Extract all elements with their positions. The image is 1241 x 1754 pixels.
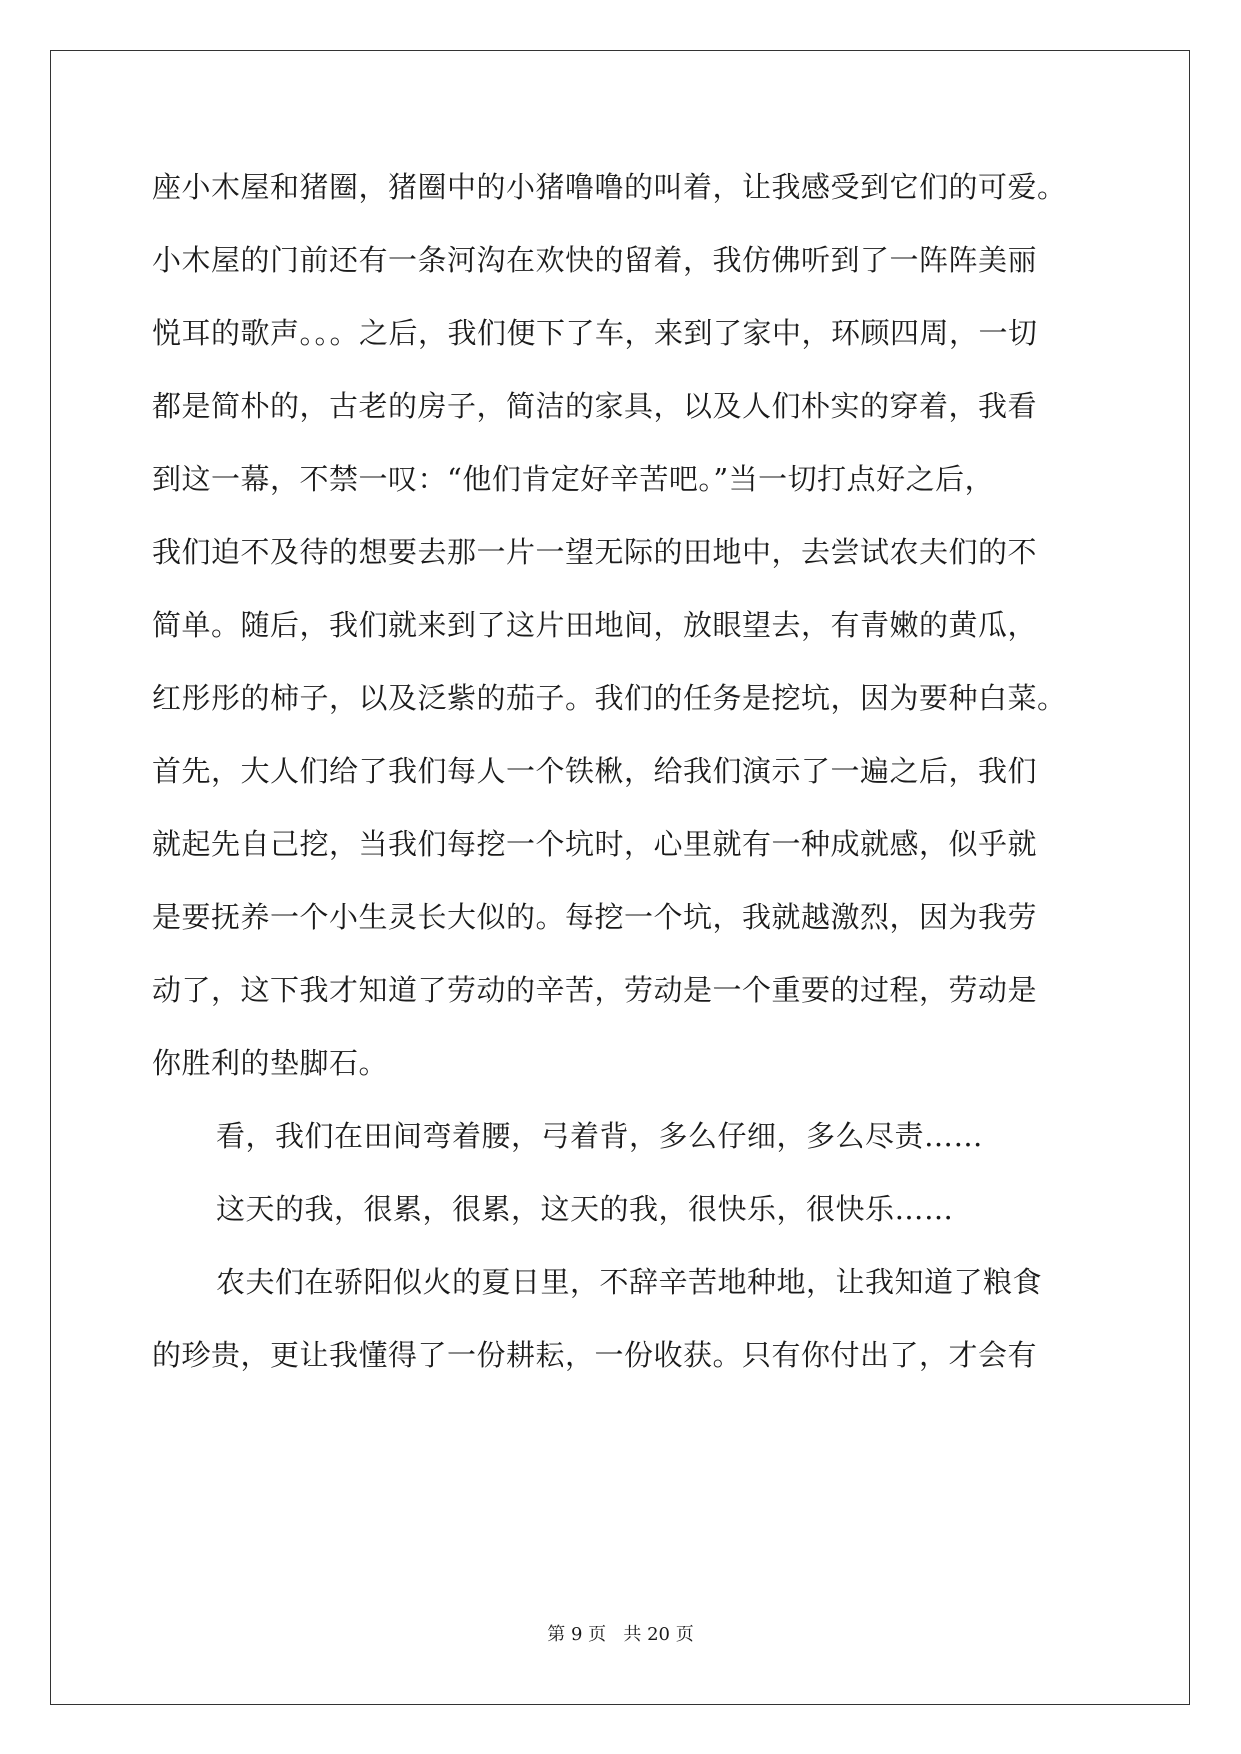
text-line-10: 就起先自己挖，当我们每挖一个坑时，心里就有一种成就感，似乎就	[152, 827, 1038, 861]
text-line-4: 都是简朴的，古老的房子，简洁的家具，以及人们朴实的穿着，我看	[152, 389, 1038, 423]
text-line-6: 我们迫不及待的想要去那一片一望无际的田地中，去尝试农夫们的不	[152, 535, 1038, 569]
text-line-1: 座小木屋和猪圈，猪圈中的小猪噜噜的叫着，让我感受到它们的可爱。	[152, 170, 1067, 204]
text-line-13: 你胜利的垫脚石。	[152, 1046, 389, 1080]
text-line-9: 首先，大人们给了我们每人一个铁楸，给我们演示了一遍之后，我们	[152, 754, 1038, 788]
text-line-2: 小木屋的门前还有一条河沟在欢快的留着，我仿佛听到了一阵阵美丽	[152, 243, 1038, 277]
page-number: 第 9 页	[547, 1624, 607, 1645]
text-line-17: 的珍贵，更让我懂得了一份耕耘，一份收获。只有你付出了，才会有	[152, 1338, 1038, 1372]
page-total: 共 20 页	[623, 1624, 694, 1645]
page-footer	[0, 1623, 1241, 1647]
text-line-14: 看，我们在田间弯着腰，弓着背，多么仔细，多么尽责……	[216, 1119, 984, 1153]
text-line-16: 农夫们在骄阳似火的夏日里，不辞辛苦地种地，让我知道了粮食	[216, 1265, 1043, 1299]
text-line-12: 动了，这下我才知道了劳动的辛苦，劳动是一个重要的过程，劳动是	[152, 973, 1038, 1007]
text-line-11: 是要抚养一个小生灵长大似的。每挖一个坑，我就越激烈，因为我劳	[152, 900, 1038, 934]
text-line-5: 到这一幕，不禁一叹：“他们肯定好辛苦吧。”当一切打点好之后，	[152, 462, 995, 496]
text-line-3: 悦耳的歌声。。。之后，我们便下了车，来到了家中，环顾四周，一切	[152, 316, 1038, 350]
text-line-8: 红彤彤的柿子，以及泛紫的茄子。我们的任务是挖坑，因为要种白菜。	[152, 681, 1067, 715]
page-border	[50, 50, 1190, 1705]
text-line-15: 这天的我，很累，很累，这天的我，很快乐，很快乐……	[216, 1192, 954, 1226]
text-line-7: 简单。随后，我们就来到了这片田地间，放眼望去，有青嫩的黄瓜，	[152, 608, 1038, 642]
